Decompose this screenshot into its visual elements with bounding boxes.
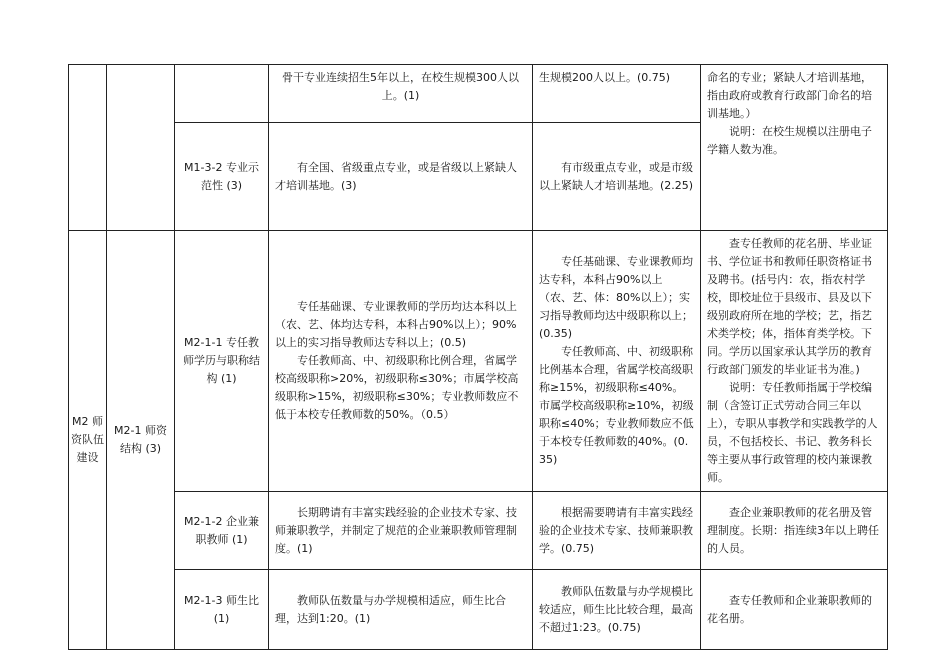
table-row [69,231,888,492]
table-row [69,65,888,123]
table-row [69,492,888,570]
standard-b-cell: 有市级重点专业，或是市级以上紧缺人才培训基地。(2.25) [533,123,701,231]
level1-cell-m1 [69,65,107,231]
standard-a-cell: 专任基础课、专业课教师的学历均达本科以上（农、艺、体均达专科，本科占90%以上）；90%以上的实习指导教师达专科以上；(0.5) 专任教师高、中、初级职称比例合理，省属学校高级职称>20%，初级职称≤30%；市属学校高级职称>15%，初级职称≤30%；专业教师数应不低于本校专任教师数的50%。（0.5） [269,231,533,492]
standard-b-cell: 专任基础课、专业课教师均达专科，本科占90%以上（农、艺、体：80%以上）；实习指导教师均达中级职称以上；(0.35) 专任教师高、中、初级职称比例基本合理，省属学校高级职称≥15%，初级职称≤40%。市属学校高级职称≥10%，初级职称≤40%；专业教师数应不低于本校专任教师数的40%。(0.35) [533,231,701,492]
evaluation-table [68,64,888,650]
standard-b-cell: 教师队伍数量与办学规模比较适应，师生比比较合理，最高不超过1:23。(0.75) [533,570,701,650]
standard-a-cell: 长期聘请有丰富实践经验的企业技术专家、技师兼职教学，并制定了规范的企业兼职教师管理制度。(1) [269,492,533,570]
level2-cell-m2-1: M2-1 师资结构 (3) [107,231,175,650]
indicator-cell-m2-1-1: M2-1-1 专任教师学历与职称结构 (1) [175,231,269,492]
indicator-cell-m1-3-1 [175,65,269,123]
indicator-cell-m2-1-2: M2-1-2 企业兼职教师 (1) [175,492,269,570]
notes-cell: 查企业兼职教师的花名册及管理制度。长期：指连续3年以上聘任的人员。 [701,492,888,570]
level1-cell-m2: M2 师资队伍建设 [69,231,107,650]
standard-b-cell: 生规模200人以上。(0.75) [533,65,701,123]
notes-cell: 命名的专业；紧缺人才培训基地，指由政府或教育行政部门命名的培训基地。） 说明：在校生规模以注册电子学籍人数为准。 [701,65,888,231]
level2-cell-m1-3 [107,65,175,231]
indicator-cell-m2-1-3: M2-1-3 师生比 (1) [175,570,269,650]
indicator-cell-m1-3-2: M1-3-2 专业示范性 (3) [175,123,269,231]
table-row [69,570,888,650]
notes-cell: 查专任教师的花名册、毕业证书、学位证书和教师任职资格证书及聘书。(括号内：农，指农村学校，即校址位于县级市、县及以下级别政府所在地的学校；艺，指艺术类学校；体，指体育类学校。下同。学历以国家承认其学历的教育行政部门颁发的毕业证书为准。) 说明：专任教师指属于学校编制（含签订正式劳动合同三年以上），专职从事教学和实践教学的人员，不包括校长、书记、教务科长等主要从事行政管理的校内兼课教师。 [701,231,888,492]
standard-a-cell: 有全国、省级重点专业，或是省级以上紧缺人才培训基地。(3) [269,123,533,231]
standard-b-cell: 根据需要聘请有丰富实践经验的企业技术专家、技师兼职教学。(0.75) [533,492,701,570]
standard-a-cell: 教师队伍数量与办学规模相适应，师生比合理，达到1:20。(1) [269,570,533,650]
standard-a-cell: 骨干专业连续招生5年以上，在校生规模300人以上。(1) [269,65,533,123]
notes-cell: 查专任教师和企业兼职教师的花名册。 [701,570,888,650]
